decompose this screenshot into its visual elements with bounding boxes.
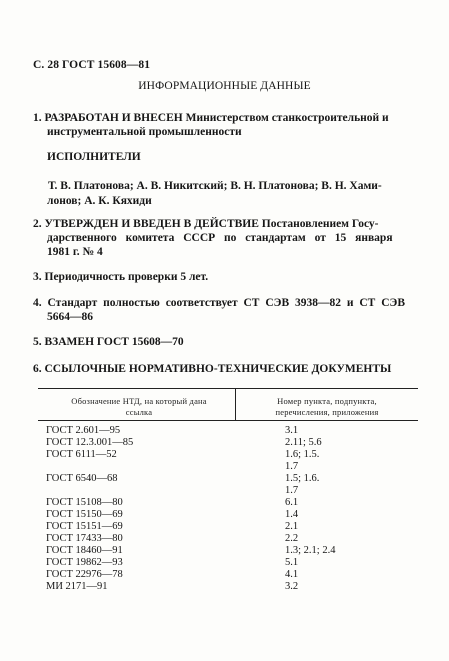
- table-row: [0, 533, 449, 545]
- table-cell-reference: 1.7: [285, 485, 299, 496]
- section-2-line-2: дарственного комитета СССР по стандартам от 15 января: [47, 232, 393, 244]
- section-3: 3. Периодичность проверки 5 лет.: [33, 271, 209, 283]
- table-cell-document: ГОСТ 15150—69: [46, 509, 123, 520]
- table-cell-document: МИ 2171—91: [46, 581, 108, 592]
- section-4: [33, 296, 420, 324]
- table-cell-reference: 2.2: [285, 533, 299, 544]
- section-4-line-1: 4. Стандарт полностью соответствует СТ СЭВ 3938—82 и СТ СЭВ: [33, 297, 406, 309]
- section-1-line-2: инструментальной промышленности: [47, 126, 242, 138]
- table-cell-document: ГОСТ 6111—52: [46, 449, 117, 460]
- table-cell-document: ГОСТ 6540—68: [46, 473, 118, 484]
- table-cell-reference: 6.1: [285, 497, 299, 508]
- table-header-col-1: [46, 396, 232, 418]
- table-cell-reference: 1.5; 1.6.: [285, 473, 320, 484]
- performers-label: ИСПОЛНИТЕЛИ: [47, 151, 141, 163]
- section-1: [33, 111, 420, 139]
- table-row: [0, 437, 449, 449]
- table-row: [0, 509, 449, 521]
- table-cell-reference: 1.7: [285, 461, 299, 472]
- table-cell-reference: 1.4: [285, 509, 299, 520]
- table-cell-reference: 5.1: [285, 557, 299, 568]
- table-row: [0, 569, 449, 581]
- table-cell-document: ГОСТ 22976—78: [46, 569, 123, 580]
- table-row: [0, 485, 449, 497]
- section-2-line-1: 2. УТВЕРЖДЕН И ВВЕДЕН В ДЕЙСТВИЕ Постановлением Госу-: [33, 218, 379, 230]
- table-cell-reference: 4.1: [285, 569, 299, 580]
- table-row: [0, 425, 449, 437]
- table-cell-document: ГОСТ 2.601—95: [46, 425, 121, 436]
- table-row: [0, 581, 449, 593]
- section-2: [33, 217, 420, 259]
- table-header-rule: [38, 420, 418, 421]
- table-cell-document: ГОСТ 15151—69: [46, 521, 123, 532]
- table-cell-document: ГОСТ 17433—80: [46, 533, 123, 544]
- table-row: [0, 473, 449, 485]
- section-6: 6. ССЫЛОЧНЫЕ НОРМАТИВНО-ТЕХНИЧЕСКИЕ ДОКУМЕНТЫ: [33, 363, 392, 375]
- col-1-header-line-1: Обозначение НТД, на который дана: [71, 396, 207, 406]
- table-cell-reference: 3.2: [285, 581, 299, 592]
- performers-names: [48, 179, 420, 209]
- table-cell-reference: 1.6; 1.5.: [285, 449, 320, 460]
- page-title: ИНФОРМАЦИОННЫЕ ДАННЫЕ: [138, 80, 311, 92]
- table-row: [0, 449, 449, 461]
- col-1-header-line-2: ссылка: [125, 407, 153, 417]
- performers-line-1: Т. В. Платонова; А. В. Никитский; В. Н. Платонова; В. Н. Хами-: [48, 180, 382, 192]
- table-row: [0, 521, 449, 533]
- section-1-line-1: 1. РАЗРАБОТАН И ВНЕСЕН Министерством станкостроительной и: [33, 112, 389, 124]
- section-5: 5. ВЗАМЕН ГОСТ 15608—70: [33, 336, 184, 348]
- table-cell-document: ГОСТ 18460—91: [46, 545, 123, 556]
- table-top-rule: [38, 388, 418, 389]
- section-2-line-3: 1981 г. № 4: [47, 246, 103, 258]
- table-row: [0, 461, 449, 473]
- col-2-header-line-2: перечисления, приложения: [275, 407, 379, 417]
- table-cell-reference: 2.11; 5.6: [285, 437, 322, 448]
- table-cell-document: ГОСТ 12.3.001—85: [46, 437, 134, 448]
- section-4-line-2: 5664—86: [47, 311, 93, 323]
- table-row: [0, 545, 449, 557]
- table-header-divider: [235, 388, 236, 421]
- table-cell-reference: 1.3; 2.1; 2.4: [285, 545, 336, 556]
- table-row: [0, 497, 449, 509]
- table-cell-reference: 3.1: [285, 425, 299, 436]
- page-header: С. 28 ГОСТ 15608—81: [33, 59, 151, 71]
- table-row: [0, 557, 449, 569]
- col-2-header-line-1: Номер пункта, подпункта,: [277, 396, 377, 406]
- table-cell-document: ГОСТ 15108—80: [46, 497, 123, 508]
- table-cell-document: ГОСТ 19862—93: [46, 557, 123, 568]
- table-header-col-2: [238, 396, 416, 418]
- table-cell-reference: 2.1: [285, 521, 299, 532]
- performers-line-2: лонов; А. К. Кяхиди: [47, 195, 152, 207]
